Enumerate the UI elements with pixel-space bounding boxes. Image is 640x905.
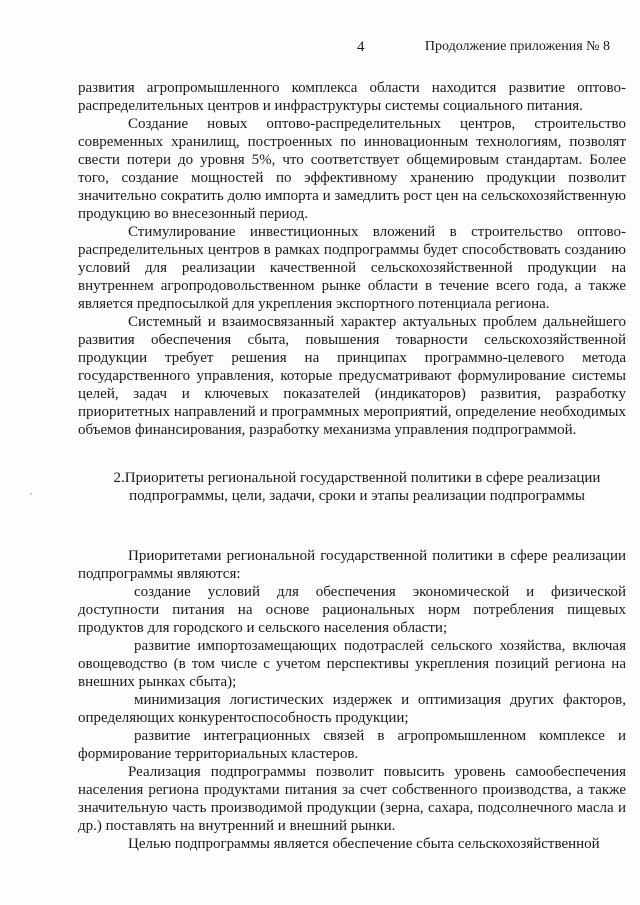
priority-item: минимизация логистических издержек и оптимизация других факторов, определяющих конкурентоспособность продукции; [78, 692, 626, 726]
paragraph-investment: Стимулирование инвестиционных вложений в строительство оптово-распределительных центров в рамках подпрограммы будет способствовать созданию условий для реализации качественной сельскохозяйственной продукции на внутреннем агропродовольственном рынке области в течение всего года, а также является предпосылкой для укрепления экспортного потенциала региона. [78, 224, 626, 312]
paragraph-systemic: Системный и взаимосвязанный характер актуальных проблем дальнейшего развития обеспечения сбыта, повышения товарности сельскохозяйственной продукции требует решения на принципах программно-целевого метода государственного управления, которые предусматривают формулирование системы целей, задач и ключевых показателей (индикаторов) развития, разработку приоритетных направлений и программных мероприятий, определение необходимых объемов финансирования, разработку механизма управления подпрограммой. [78, 314, 626, 438]
paragraph-goal: Целью подпрограммы является обеспечение сбыта сельскохозяйственной [128, 836, 600, 852]
paragraph-new-centers: Создание новых оптово-распределительных центров, строительство современных хранилищ, построенных по инновационным технологиям, позволят свести потери до уровня 5%, что соответствует общемировым стандартам. Более того, создание мощностей по эффективному хранению продукции позволит значительно сократить долю импорта и замедлить рост цен на сельскохозяйственную продукцию во внесезонный период. [78, 116, 626, 222]
paragraph-continuation: развития агропромышленного комплекса области находится развитие оптово-распределительных центров и инфраструктуры системы социального питания. [78, 80, 626, 114]
priority-item: развитие интеграционных связей в агропромышленном комплексе и формирование территориальных кластеров. [78, 728, 626, 762]
scan-dot [30, 493, 32, 495]
section-title: 2.Приоритеты региональной государственной политики в сфере реализации подпрограммы, цели, задачи, сроки и этапы реализации подпрограммы [113, 470, 601, 504]
page-header [0, 38, 640, 58]
priority-item: развитие импортозамещающих подотраслей сельского хозяйства, включая овощеводство (в том числе с учетом перспективы укрепления позиций региона на внешних рынках сбыта); [78, 638, 626, 690]
appendix-continuation-label: Продолжение приложения № 8 [424, 39, 610, 54]
paragraph-realization: Реализация подпрограммы позволит повысить уровень самообеспечения населения региона продуктами питания за счет собственного производства, а также значительную часть производимой продукции (зерна, сахара, подсолнечного масла и др.) поставлять на внутренний и внешний рынки. [78, 764, 626, 834]
page-number: 4 [357, 39, 365, 55]
priorities-intro: Приоритетами региональной государственной политики в сфере реализации подпрограммы являются: [78, 548, 626, 582]
document-body [78, 79, 626, 853]
priority-item: создание условий для обеспечения экономической и физической доступности питания на основе рациональных норм потребления пищевых продуктов для городского и сельского населения области; [78, 584, 626, 636]
